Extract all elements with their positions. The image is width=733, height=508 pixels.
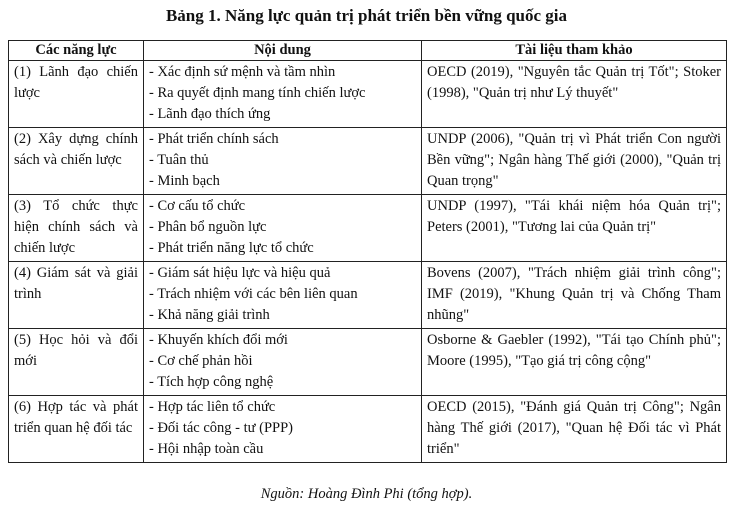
capability-cell: (1) Lãnh đạo chiến lược [9, 61, 144, 128]
content-item: - Minh bạch [149, 173, 220, 189]
table-row [9, 329, 727, 396]
header-capability: Các năng lực [9, 41, 144, 61]
reference-cell: OECD (2019), "Nguyên tắc Quản trị Tốt"; Stoker (1998), "Quản trị như Lý thuyết" [422, 61, 727, 128]
content-cell [144, 128, 422, 195]
content-item: - Đối tác công - tư (PPP) [149, 420, 293, 436]
table-header-row [9, 41, 727, 61]
capability-cell: (3) Tổ chức thực hiện chính sách và chiến lược [9, 195, 144, 262]
content-cell [144, 61, 422, 128]
content-item: - Ra quyết định mang tính chiến lược [149, 85, 366, 101]
content-item: - Tuân thủ [149, 152, 209, 168]
content-item: - Tích hợp công nghệ [149, 374, 274, 390]
content-item: - Giám sát hiệu lực và hiệu quả [149, 265, 331, 281]
content-item: - Trách nhiệm với các bên liên quan [149, 286, 358, 302]
capability-cell: (2) Xây dựng chính sách và chiến lược [9, 128, 144, 195]
capability-cell: (5) Học hỏi và đổi mới [9, 329, 144, 396]
header-content: Nội dung [144, 41, 422, 61]
table-title: Bảng 1. Năng lực quản trị phát triển bền vững quốc gia [165, 6, 568, 25]
capability-cell: (4) Giám sát và giải trình [9, 262, 144, 329]
table-row [9, 396, 727, 463]
table-row [9, 128, 727, 195]
content-item: - Lãnh đạo thích ứng [149, 106, 271, 122]
content-item: - Xác định sứ mệnh và tầm nhìn [149, 64, 336, 80]
content-item: - Hợp tác liên tổ chức [149, 399, 276, 415]
content-cell [144, 396, 422, 463]
reference-cell: Bovens (2007), "Trách nhiệm giải trình công"; IMF (2019), "Khung Quản trị và Chống Tham nhũng" [422, 262, 727, 329]
source-note: Nguồn: Hoàng Đình Phi (tổng hợp). [260, 486, 473, 502]
content-item: - Phát triển năng lực tổ chức [149, 240, 314, 256]
content-item: - Phát triển chính sách [149, 131, 279, 147]
content-item: - Khả năng giải trình [149, 307, 270, 323]
content-cell [144, 262, 422, 329]
content-cell [144, 195, 422, 262]
reference-cell: OECD (2015), "Đánh giá Quản trị Công"; Ngân hàng Thế giới (2017), "Quan hệ Đối tác vì Phát triển" [422, 396, 727, 463]
content-item: - Khuyến khích đổi mới [149, 332, 288, 348]
reference-cell: Osborne & Gaebler (1992), "Tái tạo Chính phủ"; Moore (1995), "Tạo giá trị công cộng" [422, 329, 727, 396]
content-item: - Cơ cấu tổ chức [149, 198, 246, 214]
header-references: Tài liệu tham khảo [422, 41, 727, 61]
content-item: - Phân bổ nguồn lực [149, 219, 267, 235]
table-row [9, 262, 727, 329]
reference-cell: UNDP (2006), "Quản trị vì Phát triển Con người Bền vững"; Ngân hàng Thế giới (2000), "Quản trị Quan trọng" [422, 128, 727, 195]
capability-table [8, 40, 727, 463]
table-row [9, 195, 727, 262]
content-item: - Cơ chế phản hồi [149, 353, 253, 369]
table-row [9, 61, 727, 128]
capability-cell: (6) Hợp tác và phát triển quan hệ đối tác [9, 396, 144, 463]
reference-cell: UNDP (1997), "Tái khái niệm hóa Quản trị"; Peters (2001), "Tương lai của Quản trị" [422, 195, 727, 262]
content-item: - Hội nhập toàn cầu [149, 441, 264, 457]
content-cell [144, 329, 422, 396]
